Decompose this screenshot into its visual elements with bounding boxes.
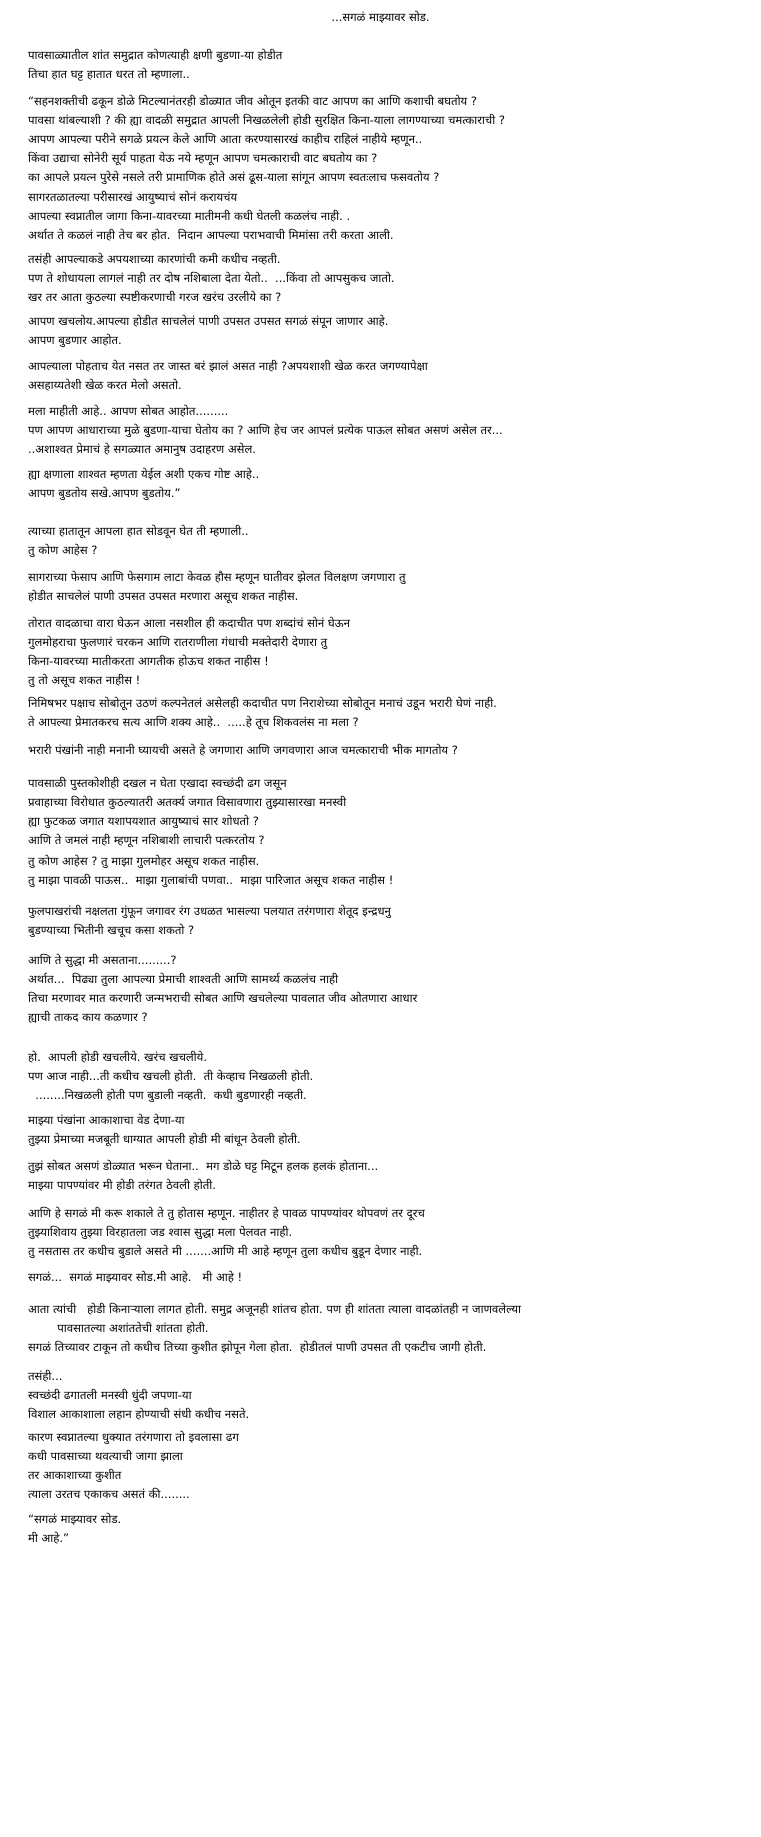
text-line: तु नसतास तर कधीच बुडाले असते मी .......आणि मी आहे म्हणून तुला कधीच बुडून देणार नाही. bbox=[28, 1244, 423, 1258]
text-line: तसंही आपल्याकडे अपयशाच्या कारणांची कमी कधीच नव्हती. bbox=[28, 252, 281, 266]
text-line: तर आकाशाच्या कुशीत bbox=[28, 1468, 122, 1482]
text-line: पावसा थांबल्याशी ? की ह्या वादळी समुद्रात आपली निखळलेली होडी सुरक्षित किना-याला लागण्याच्या चमत्काराची ? bbox=[28, 113, 505, 127]
paragraph bbox=[28, 1268, 753, 1287]
paragraph bbox=[28, 741, 753, 760]
text-line: किंवा उद्याचा सोनेरी सूर्य पाहता येऊ नये म्हणून आपण चमत्काराची वाट बघतोय का ? bbox=[28, 151, 378, 165]
text-line: माझ्या पंखांना आकाशाचा वेड देणा-या bbox=[28, 1113, 185, 1127]
paragraph bbox=[28, 465, 753, 503]
text-line: अर्थात... पिढ्या तुला आपल्या प्रेमाची शाश्वती आणि सामर्थ्य कळलंच नाही bbox=[28, 972, 339, 986]
text-line: आपल्याला पोहताच येत नसत तर जास्त बरं झालं असत नाही ?अपयशाशी खेळ करत जगण्यापेक्षा bbox=[28, 359, 428, 373]
text-line: विशाल आकाशाला लहान होण्याची संधी कधीच नसते. bbox=[28, 1407, 250, 1421]
text-line: असहाय्यतेशी खेळ करत मेलो असतो. bbox=[28, 378, 182, 392]
text-line: पण आपण आधाराच्या मुळे बुडणा-याचा घेतोय का ? आणि हेच जर आपलं प्रत्येक पाऊल सोबत असणं असेल तर... bbox=[28, 423, 503, 437]
text-line: ह्याची ताकद काय कळणार ? bbox=[28, 1010, 148, 1024]
text-line: आपल्या स्वप्नातील जागा किना-यावरच्या मातीमनी कधी घेतली कळलंच नाही. . bbox=[28, 209, 351, 223]
text-line: तु माझा पावळी पाऊस.. माझा गुलाबांची पणवा.. माझा पारिजात असूच शकत नाहीस ! bbox=[28, 873, 394, 887]
text-line: आपण बुडणार आहोत. bbox=[28, 333, 122, 347]
paragraph bbox=[28, 852, 753, 890]
text-line: गुलमोहराचा फुलणारं चरकन आणि रातराणीला गंधाची मक्तेदारी देणारा तु bbox=[28, 635, 328, 649]
text-line: तुझ्या प्रेमाच्या मजबूती धाग्यात आपली होडी मी बांधून ठेवली होती. bbox=[28, 1132, 301, 1146]
text-line: तिचा हात घट्ट हातात धरत तो म्हणाला.. bbox=[28, 67, 190, 81]
text-line: आणि ते जमलं नाही म्हणून नशिबाशी लाचारी पत्करतोय ? bbox=[28, 833, 265, 847]
text-line: तु कोण आहेस ? bbox=[28, 543, 98, 557]
text-line: मला माहीती आहे.. आपण सोबत आहोत......... bbox=[28, 404, 229, 418]
paragraph bbox=[28, 92, 753, 187]
text-line: हो. आपली होडी खचलीये. खरंच खचलीये. bbox=[28, 1050, 207, 1064]
paragraph bbox=[28, 1111, 753, 1149]
text-line: ह्या फुटकळ जगात यशापयशात आयुष्याचं सार शोधतो ? bbox=[28, 814, 259, 828]
paragraph bbox=[28, 402, 753, 459]
text-line: सगळं तिच्यावर टाकून तो कधीच तिच्या कुशीत झोपून गेला होता. होडीतलं पाणी उपसत ती एकटीच जागी होती. bbox=[28, 1340, 487, 1354]
paragraph bbox=[28, 1300, 753, 1357]
text-line: “सगळं माझ्यावर सोड. bbox=[28, 1512, 122, 1526]
paragraph bbox=[28, 46, 753, 84]
text-line: तु कोण आहेस ? तु माझा गुलमोहर असूच शकत नाहीस. bbox=[28, 854, 260, 868]
text-line: पण आज नाही...ती कधीच खचली होती. ती केव्हाच निखळली होती. bbox=[28, 1069, 314, 1083]
text-line: सागरतळातल्या परीसारखं आयुष्याचं सोनं करायचंय bbox=[28, 190, 238, 204]
paragraph bbox=[28, 357, 753, 395]
paragraph bbox=[28, 902, 753, 940]
text-line: सगळं... सगळं माझ्यावर सोड.मी आहे. मी आहे ! bbox=[28, 1270, 243, 1284]
text-line: माझ्या पापण्यांवर मी होडी तरंगत ठेवली होती. bbox=[28, 1178, 216, 1192]
text-line: तिचा मरणावर मात करणारी जन्मभराची सोबत आणि खचलेल्या पावलात जीव ओतणारा आधार bbox=[28, 991, 418, 1005]
text-line: खर तर आता कुठल्या स्पष्टीकरणाची गरज खरंच उरलीये का ? bbox=[28, 290, 282, 304]
text-line: आता त्यांची होडी किनाऱ्याला लागत होती. समुद्र अजूनही शांतच होता. पण ही शांतता त्याला वादळांतही न जाणवलेल्या bbox=[28, 1302, 521, 1316]
text-line: ..अशाश्वत प्रेमाचं हे सगळ्यात अमानुष उदाहरण असेल. bbox=[28, 442, 256, 456]
paragraph bbox=[28, 951, 753, 1027]
text-line: किना-यावरच्या मातीकरता आगतीक होऊच शकत नाहीस ! bbox=[28, 654, 269, 668]
text-line: त्याच्या हातातून आपला हात सोडवून घेत ती म्हणाली.. bbox=[28, 524, 249, 538]
text-line: फुलपाखरांची नक्षलता गुंफून जगावर रंग उधळत भासल्या पलयात तरंगणारा शेतूद इन्द्रधनु bbox=[28, 904, 391, 918]
text-line: सागराच्या फेसाप आणि फेसगाम लाटा केवळ हौस म्हणून घातीवर झेलत विलक्षण जगणारा तु bbox=[28, 570, 406, 584]
paragraph bbox=[28, 694, 753, 732]
text-line: निमिषभर पक्षाच सोबोतून उठणं कल्पनेतलं असेलही कदाचीत पण निराशेच्या सोबोतून मनाचं उडून भरारी घेणं नाही. bbox=[28, 696, 497, 710]
text-line: ते आपल्या प्रेमातकरच सत्य आणि शक्य आहे.. .....हे तूच शिकवलंस ना मला ? bbox=[28, 715, 359, 729]
text-line: ह्या क्षणाला शाश्वत म्हणता येईल अशी एकच गोष्ट आहे.. bbox=[28, 467, 260, 481]
text-line: तुझ्याशिवाय तुझ्या विरहातला जड श्वास सुद्धा मला पेलवत नाही. bbox=[28, 1225, 293, 1239]
text-line: मी आहे.” bbox=[28, 1531, 69, 1545]
paragraph bbox=[28, 1204, 753, 1261]
text-line: पावसातल्या अशांततेची शांतता होती. bbox=[28, 1321, 209, 1335]
paragraph bbox=[28, 312, 753, 350]
text-line: का आपले प्रयत्न पुरेसे नसले तरी प्रामाणिक होते असं ढूस-याला सांगून आपण स्वतःलाच फसवतोय ? bbox=[28, 170, 440, 184]
text-line: अर्थात ते कळलं नाही तेच बर होत. निदान आपल्या पराभवाची मिमांसा तरी करता आली. bbox=[28, 228, 394, 242]
text-line: पावसाळी पुस्तकोशीही दखल न घेता एखादा स्वच्छंदी ढग जसून bbox=[28, 776, 287, 790]
paragraph bbox=[28, 1157, 753, 1195]
text-line: पण ते शोधायला लागलं नाही तर दोष नशिबाला देता येतो.. ...किंवा तो आपसुकच जातो. bbox=[28, 271, 395, 285]
text-line: तुझं सोबत असणं डोळ्यात भरून घेताना.. मग डोळे घट्ट मिटून हलक हलकं होताना... bbox=[28, 1159, 379, 1173]
text-line: “सहनशक्तीची ढकून डोळे मिटल्यानंतरही डोळ्यात जीव ओतून इतकी वाट आपण का आणि कशाची बघतोय ? bbox=[28, 94, 477, 108]
text-line: ........निखळली होती पण बुडाली नव्हती. कधी बुडणारही नव्हती. bbox=[28, 1088, 307, 1102]
text-line: पावसाळ्यातील शांत समुद्रात कोणत्याही क्षणी बुडणा-या होडीत bbox=[28, 48, 283, 62]
text-line: स्वच्छंदी ढगातली मनस्वी धुंदी जपणा-या bbox=[28, 1388, 192, 1402]
paragraph bbox=[28, 1510, 753, 1548]
paragraph bbox=[28, 1367, 753, 1424]
paragraph bbox=[28, 1428, 753, 1504]
text-line: आणि हे सगळं मी करू शकाले ते तु होतास म्हणून. नाहीतर हे पावळ पापण्यांवर थोपवणं तर दूरच bbox=[28, 1206, 425, 1220]
text-line: आणि ते सुद्धा मी असताना.........? bbox=[28, 953, 177, 967]
page-title: ...सगळं माझ्यावर सोड. bbox=[331, 10, 430, 24]
text-line: आपण आपल्या परीने सगळे प्रयत्न केले आणि आता करण्यासारखं काहीच राहिलं नाहीये म्हणून.. bbox=[28, 132, 423, 146]
paragraph bbox=[28, 1048, 753, 1105]
text-line: त्याला उरतच एकाकच असतं की........ bbox=[28, 1487, 190, 1501]
text-line: तसंही... bbox=[28, 1369, 63, 1383]
text-line: कधी पावसाच्या थवत्याची जागा झाला bbox=[28, 1449, 183, 1463]
paragraph bbox=[28, 568, 753, 606]
paragraph bbox=[28, 188, 753, 245]
text-line: तोरात वादळाचा वारा घेऊन आला नसशील ही कदाचीत पण शब्दांचं सोनं घेऊन bbox=[28, 616, 351, 630]
text-line: आपण बुडतोय सखे.आपण बुडतोय.” bbox=[28, 486, 181, 500]
paragraph bbox=[28, 522, 753, 560]
text-line: भरारी पंखांनी नाही मनानी घ्यायची असते हे जगणारा आणि जगवणारा आज चमत्काराची भीक मागतोय ? bbox=[28, 743, 458, 757]
text-line: प्रवाहाच्या विरोधात कुठल्यातरी अतर्क्य जगात विसावणारा तुझ्यासारखा मनस्वी bbox=[28, 795, 347, 809]
text-line: होडीत साचलेलं पाणी उपसत उपसत मरणारा असूच शकत नाहीस. bbox=[28, 589, 299, 603]
paragraph bbox=[28, 774, 753, 850]
text-line: तु तो असूच शकत नाहीस ! bbox=[28, 673, 141, 687]
paragraph bbox=[28, 250, 753, 307]
text-line: आपण खचलोय.आपल्या होडीत साचलेलं पाणी उपसत उपसत सगळं संपून जाणार आहे. bbox=[28, 314, 389, 328]
text-line: बुडण्याच्या भितीनी खचूच कसा शकतो ? bbox=[28, 923, 195, 937]
text-line: कारण स्वप्नातल्या धुक्यात तरंगणारा तो इवलासा ढग bbox=[28, 1430, 239, 1444]
paragraph bbox=[28, 614, 753, 690]
